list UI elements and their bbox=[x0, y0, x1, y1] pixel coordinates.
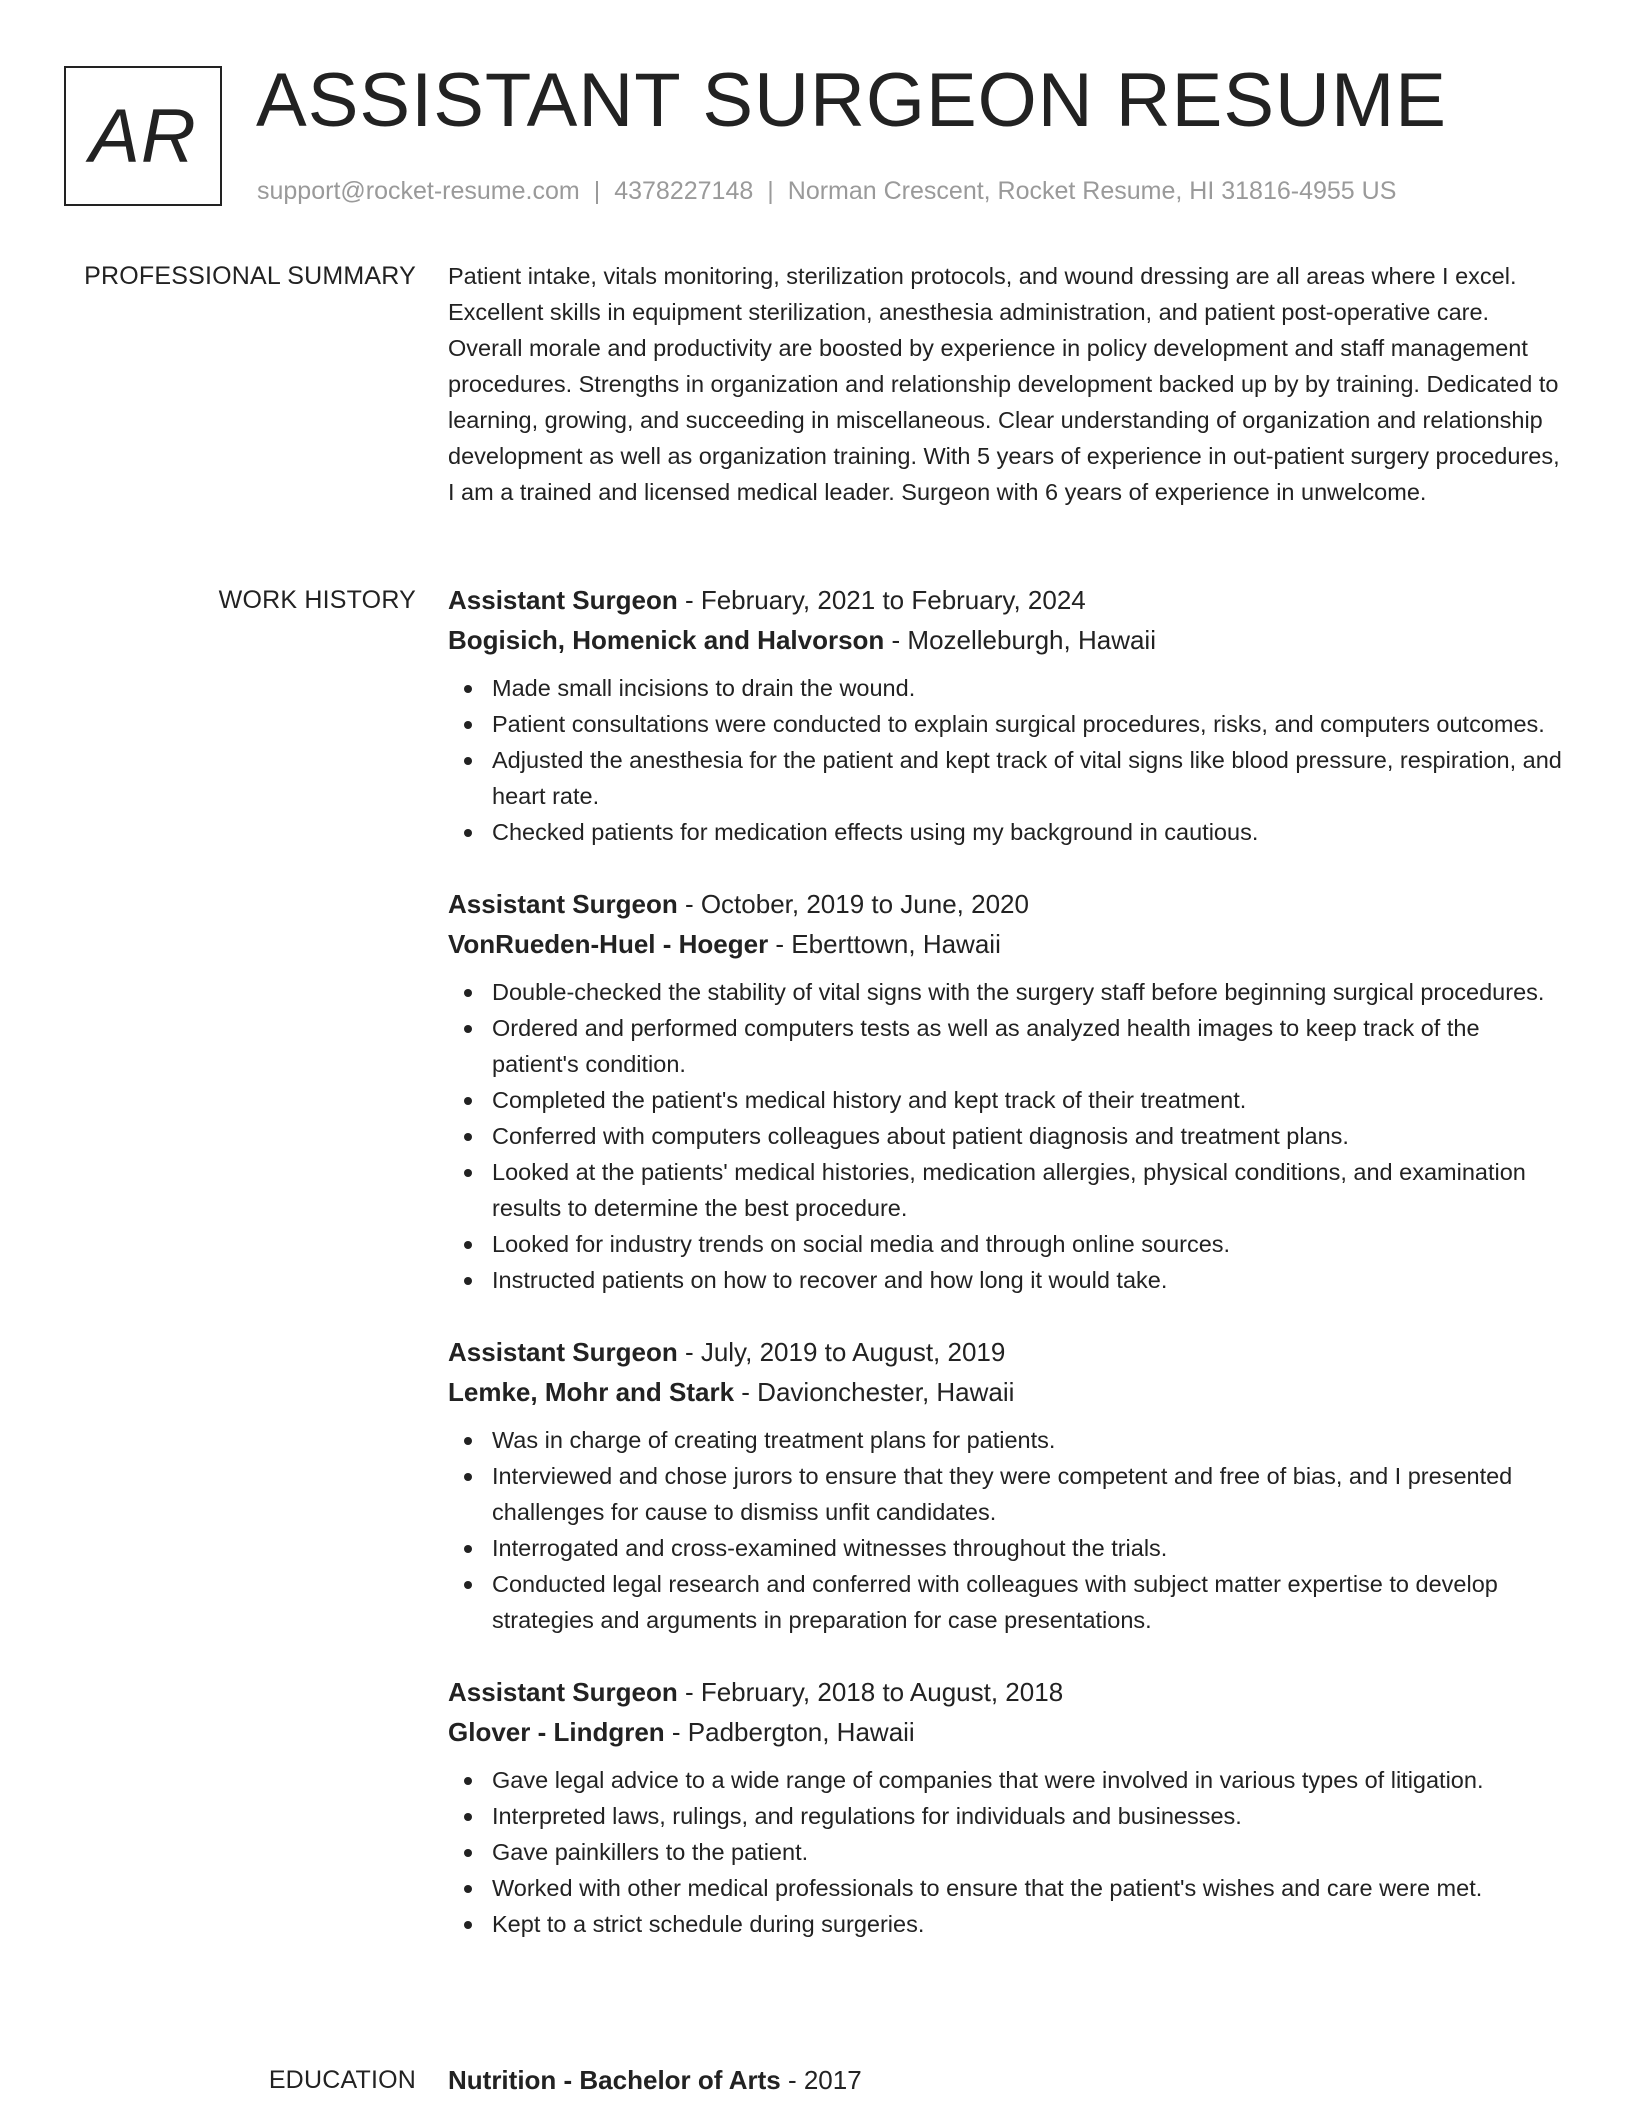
section-label-education: EDUCATION bbox=[268, 2066, 416, 2094]
contact-email: support@rocket-resume.com bbox=[257, 177, 580, 205]
contact-separator: | bbox=[767, 177, 774, 205]
job-bullet: Looked for industry trends on social media and through online sources. bbox=[448, 1226, 1570, 1262]
contact-address: Norman Crescent, Rocket Resume, HI 31816-4955 US bbox=[787, 177, 1397, 205]
job-title-line bbox=[448, 1672, 1570, 1712]
job-dates: - February, 2021 to February, 2024 bbox=[677, 585, 1086, 615]
job-title-line bbox=[448, 1332, 1570, 1372]
job-entry bbox=[448, 1672, 1570, 1942]
job-company: Glover - Lindgren bbox=[448, 1717, 665, 1747]
education-body bbox=[448, 2060, 1570, 2100]
job-company-line bbox=[448, 924, 1570, 964]
job-bullet: Instructed patients on how to recover and how long it would take. bbox=[448, 1262, 1570, 1298]
education-degree-line bbox=[448, 2060, 1570, 2100]
job-bullet: Gave painkillers to the patient. bbox=[448, 1834, 1570, 1870]
job-bullet: Was in charge of creating treatment plans for patients. bbox=[448, 1422, 1570, 1458]
job-bullet: Conducted legal research and conferred with colleagues with subject matter expertise to develop strategies and arguments in preparation for case presentations. bbox=[448, 1566, 1570, 1638]
summary-text: Patient intake, vitals monitoring, sterilization protocols, and wound dressing are all areas where I excel. Excellent skills in equipment sterilization, anesthesia administration, and patient post-operative care. Overall morale and productivity are boosted by experience in policy development and staff management procedures. Strengths in organization and relationship development backed up by by training. Dedicated to learning, growing, and succeeding in miscellaneous. Clear understanding of organization and relationship development as well as organization training. With 5 years of experience in out-patient surgery procedures, I am a trained and licensed medical leader. Surgeon with 6 years of experience in unwelcome. bbox=[448, 263, 1560, 505]
job-company: Lemke, Mohr and Stark bbox=[448, 1377, 735, 1407]
job-bullet: Kept to a strict schedule during surgeries. bbox=[448, 1906, 1570, 1942]
section-label-work-history: WORK HISTORY bbox=[218, 586, 416, 614]
work-history-body bbox=[448, 580, 1570, 1976]
job-title-line bbox=[448, 884, 1570, 924]
job-location: - Davionchester, Hawaii bbox=[734, 1377, 1015, 1407]
job-bullet: Ordered and performed computers tests as well as analyzed health images to keep track of the patient's condition. bbox=[448, 1010, 1570, 1082]
job-dates: - July, 2019 to August, 2019 bbox=[677, 1337, 1006, 1367]
job-bullet: Conferred with computers colleagues about patient diagnosis and treatment plans. bbox=[448, 1118, 1570, 1154]
job-entry bbox=[448, 884, 1570, 1298]
job-bullet: Gave legal advice to a wide range of companies that were involved in various types of litigation. bbox=[448, 1762, 1570, 1798]
job-title: Assistant Surgeon bbox=[448, 1677, 678, 1707]
job-bullet: Checked patients for medication effects using my background in cautious. bbox=[448, 814, 1570, 850]
contact-phone: 4378227148 bbox=[614, 177, 754, 205]
job-title: Assistant Surgeon bbox=[448, 1337, 678, 1367]
education-degree: Nutrition - Bachelor of Arts bbox=[448, 2065, 781, 2095]
job-company-line bbox=[448, 1372, 1570, 1412]
job-location: - Eberttown, Hawaii bbox=[768, 929, 1001, 959]
job-location: - Padbergton, Hawaii bbox=[664, 1717, 915, 1747]
monogram-badge: AR bbox=[64, 66, 222, 206]
job-dates: - October, 2019 to June, 2020 bbox=[677, 889, 1029, 919]
section-label-summary: PROFESSIONAL SUMMARY bbox=[84, 262, 416, 290]
job-bullet-list bbox=[448, 1762, 1570, 1942]
job-bullet: Interpreted laws, rulings, and regulations for individuals and businesses. bbox=[448, 1798, 1570, 1834]
job-bullet: Looked at the patients' medical histories, medication allergies, physical conditions, and examination results to determine the best procedure. bbox=[448, 1154, 1570, 1226]
contact-separator: | bbox=[593, 177, 601, 205]
job-bullet: Double-checked the stability of vital signs with the surgery staff before beginning surgical procedures. bbox=[448, 974, 1570, 1010]
education-year: - 2017 bbox=[780, 2065, 862, 2095]
job-company: Bogisich, Homenick and Halvorson bbox=[448, 625, 885, 655]
summary-body bbox=[448, 258, 1570, 510]
job-bullet-list bbox=[448, 974, 1570, 1298]
job-bullet-list bbox=[448, 670, 1570, 850]
contact-line bbox=[257, 174, 1396, 208]
job-bullet: Interrogated and cross-examined witnesses throughout the trials. bbox=[448, 1530, 1570, 1566]
job-company: VonRueden-Huel - Hoeger bbox=[448, 929, 769, 959]
job-entry bbox=[448, 1332, 1570, 1638]
job-bullet: Adjusted the anesthesia for the patient and kept track of vital signs like blood pressure, respiration, and heart rate. bbox=[448, 742, 1570, 814]
resume-title: ASSISTANT SURGEON RESUME bbox=[256, 58, 1447, 143]
job-title-line bbox=[448, 580, 1570, 620]
job-title: Assistant Surgeon bbox=[448, 889, 678, 919]
job-company-line bbox=[448, 620, 1570, 660]
job-bullet: Worked with other medical professionals to ensure that the patient's wishes and care were met. bbox=[448, 1870, 1570, 1906]
job-bullet: Completed the patient's medical history and kept track of their treatment. bbox=[448, 1082, 1570, 1118]
job-bullet: Patient consultations were conducted to explain surgical procedures, risks, and computers outcomes. bbox=[448, 706, 1570, 742]
job-bullet-list bbox=[448, 1422, 1570, 1638]
job-entry bbox=[448, 580, 1570, 850]
job-bullet: Made small incisions to drain the wound. bbox=[448, 670, 1570, 706]
job-company-line bbox=[448, 1712, 1570, 1752]
job-title: Assistant Surgeon bbox=[448, 585, 678, 615]
job-location: - Mozelleburgh, Hawaii bbox=[884, 625, 1156, 655]
job-dates: - February, 2018 to August, 2018 bbox=[677, 1677, 1064, 1707]
job-bullet: Interviewed and chose jurors to ensure that they were competent and free of bias, and I presented challenges for cause to dismiss unfit candidates. bbox=[448, 1458, 1570, 1530]
